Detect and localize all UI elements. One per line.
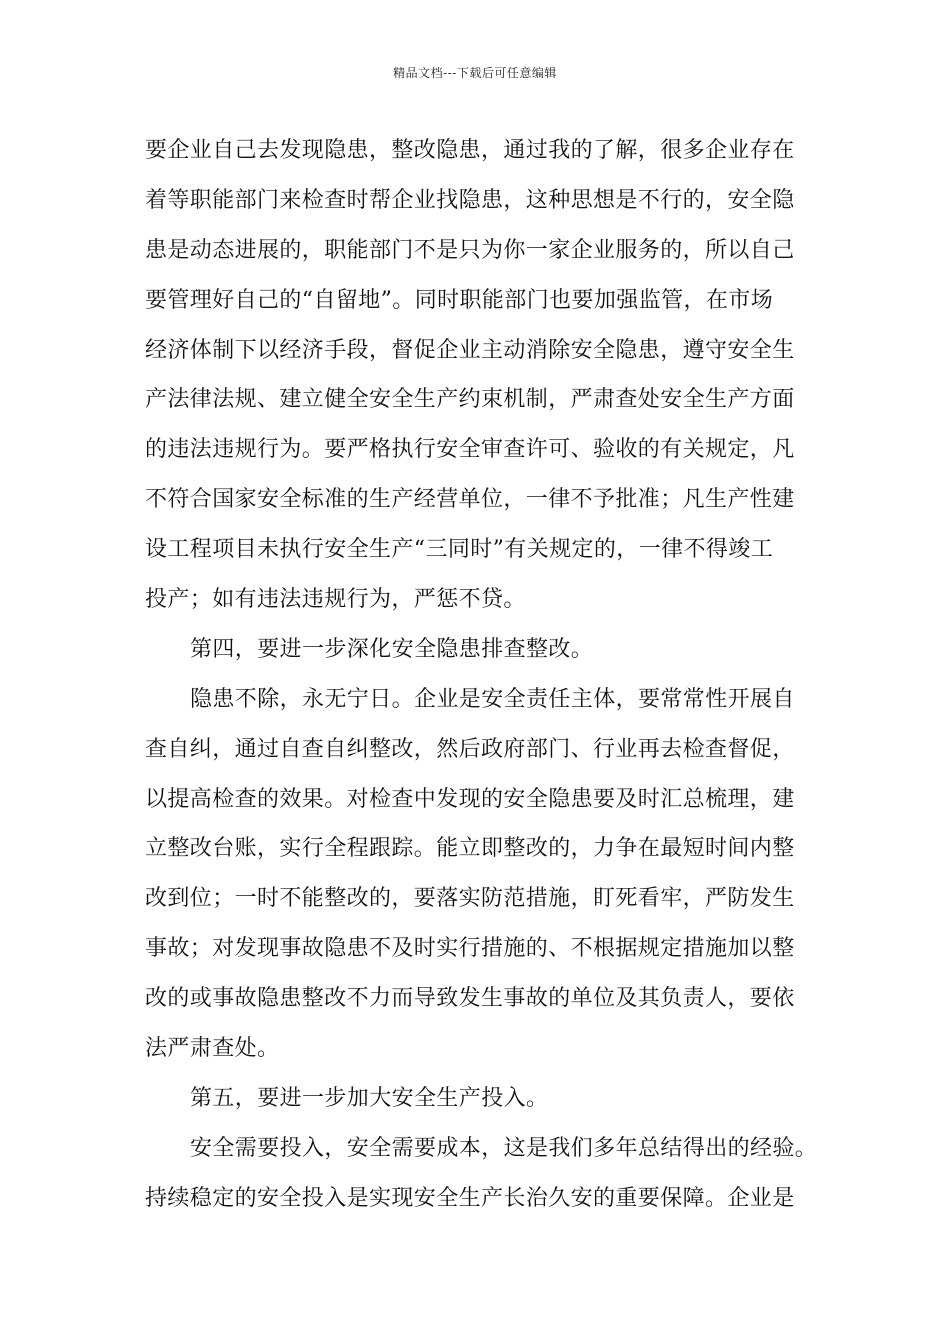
text-line: 投产；如有违法违规行为，严惩不贷。 (145, 587, 526, 613)
paragraph-start: 隐患不除，永无宁日。企业是安全责任主体，要常常性开展自 (190, 686, 795, 712)
text-line: 患是动态进展的，职能部门不是只为你一家企业服务的，所以自己 (145, 237, 795, 263)
text-line: 改的或事故隐患整改不力而导致发生事故的单位及其负责人，要依 (145, 986, 795, 1012)
text-line: 的违法违规行为。要严格执行安全审查许可、验收的有关规定，凡 (145, 437, 795, 463)
text-line: 改到位；一时不能整改的，要落实防范措施，盯死看牢，严防发生 (145, 886, 795, 912)
section-heading: 第四，要进一步深化安全隐患排查整改。 (190, 636, 594, 662)
text-line: 要企业自己去发现隐患，整改隐患，通过我的了解，很多企业存在 (145, 138, 795, 163)
text-line: 设工程项目未执行安全生产“三同时”有关规定的，一律不得竣工 (145, 537, 774, 563)
paragraph-start: 安全需要投入，安全需要成本，这是我们多年总结得出的经验。 (190, 1135, 818, 1161)
page-header: 精品文档---下载后可任意编辑 (393, 66, 557, 80)
text-line: 产法律法规、建立健全安全生产约束机制，严肃查处安全生产方面 (145, 387, 795, 413)
section-heading: 第五，要进一步加大安全生产投入。 (190, 1085, 549, 1111)
text-line: 以提高检查的效果。对检查中发现的安全隐患要及时汇总梳理，建 (145, 786, 795, 812)
text-line: 要管理好自己的“自留地”。同时职能部门也要加强监管，在市场 (145, 287, 774, 313)
text-line: 不符合国家安全标准的生产经营单位，一律不予批准；凡生产性建 (145, 487, 795, 513)
text-line: 事故；对发现事故隐患不及时实行措施的、不根据规定措施加以整 (145, 936, 795, 962)
document-body (145, 126, 825, 1224)
text-line: 经济体制下以经济手段，督促企业主动消除安全隐患，遵守安全生 (145, 337, 795, 363)
text-line: 立整改台账，实行全程跟踪。能立即整改的，力争在最短时间内整 (145, 836, 795, 862)
text-line: 查自纠，通过自查自纠整改，然后政府部门、行业再去检查督促， (145, 736, 795, 762)
text-line: 法严肃查处。 (145, 1036, 280, 1062)
text-line: 持续稳定的安全投入是实现安全生产长治久安的重要保障。企业是 (145, 1185, 795, 1211)
text-line: 着等职能部门来检查时帮企业找隐患，这种思想是不行的，安全隐 (145, 187, 795, 213)
